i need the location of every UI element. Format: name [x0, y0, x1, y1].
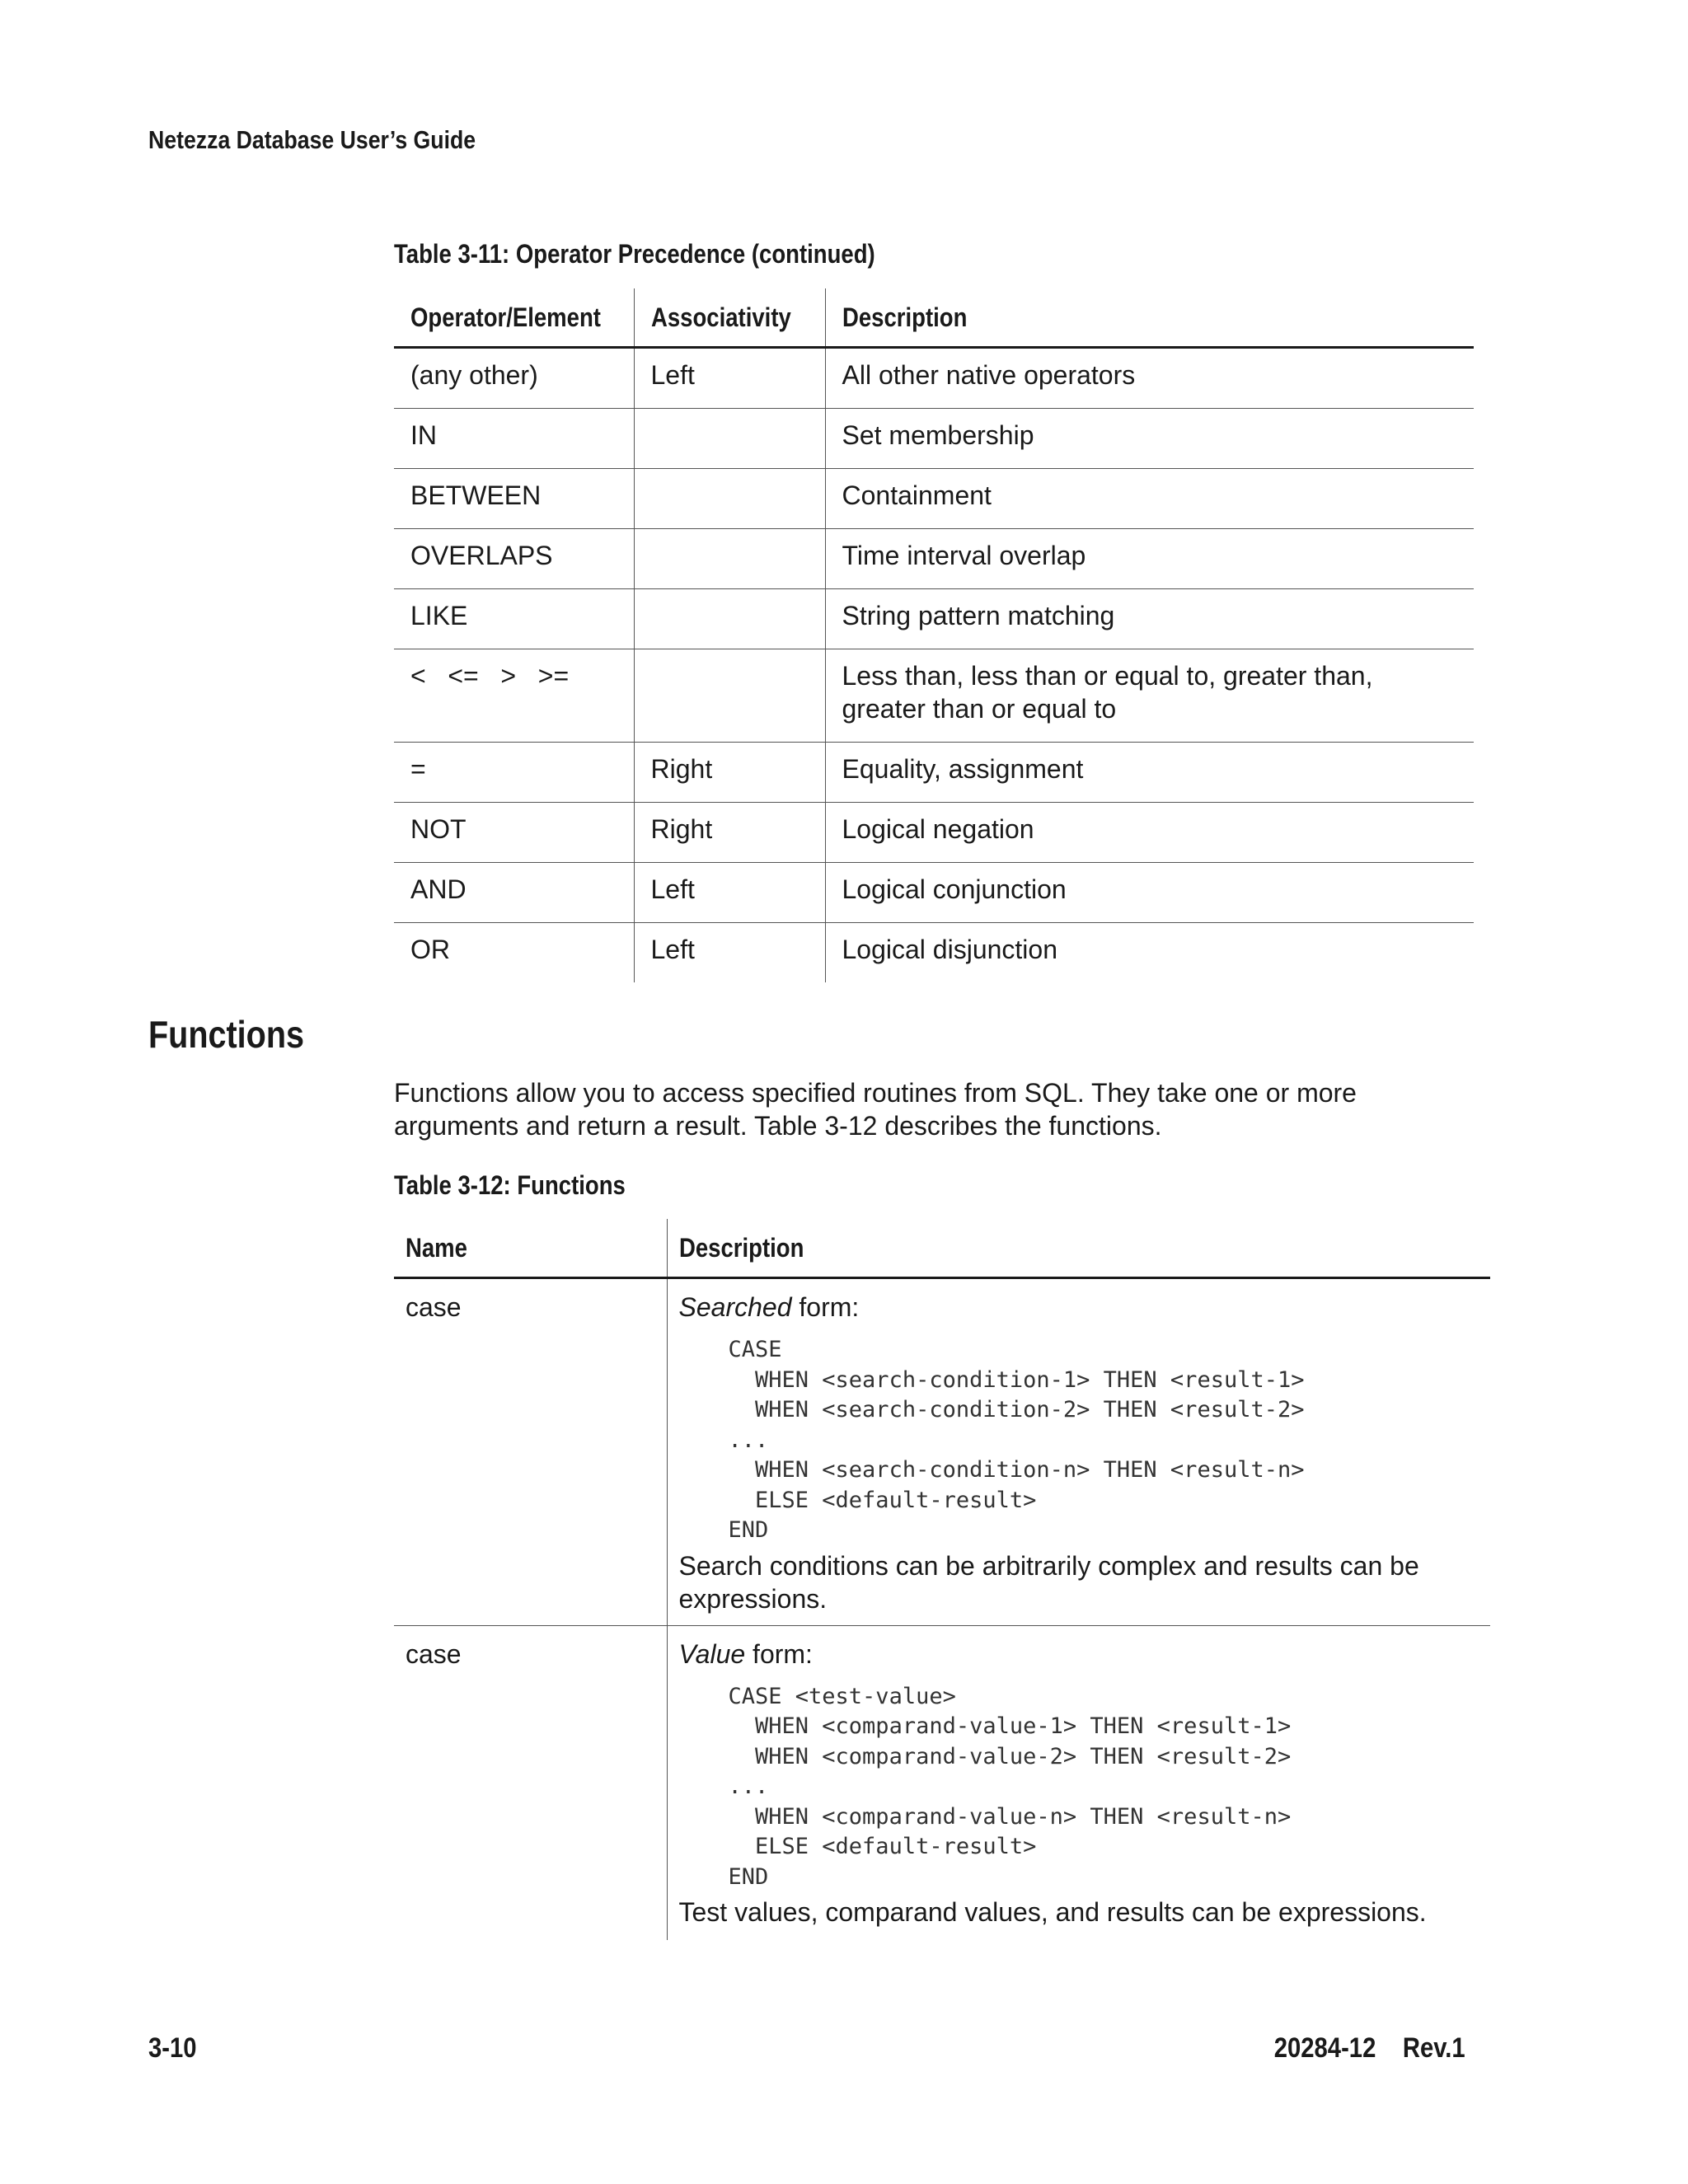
table-row	[394, 589, 1474, 649]
function-note: Search conditions can be arbitrarily complex and results can be expressions.	[678, 1550, 1419, 1614]
description-cell: Time interval overlap	[825, 529, 1474, 589]
operator-cell: IN	[394, 409, 634, 469]
description-cell: Logical conjunction	[825, 863, 1474, 923]
operator-cell: LIKE	[394, 589, 634, 649]
description-cell: Containment	[825, 469, 1474, 529]
form-label: Value form:	[678, 1638, 813, 1669]
operator-cell: OVERLAPS	[394, 529, 634, 589]
associativity-cell	[634, 589, 825, 649]
operator-cell: < <= > >=	[394, 649, 634, 743]
operator-cell: NOT	[394, 803, 634, 863]
function-description-cell	[667, 1625, 1490, 1940]
table-row	[394, 923, 1474, 983]
description-cell: Set membership	[825, 409, 1474, 469]
table-row	[394, 1625, 1490, 1940]
column-header-description: Description	[667, 1219, 1490, 1278]
column-header-associativity: Associativity	[634, 288, 825, 348]
table-row	[394, 1278, 1490, 1626]
operator-cell: OR	[410, 935, 450, 964]
operator-cell: =	[394, 743, 634, 803]
table-header-row	[394, 1219, 1490, 1278]
table-row	[394, 743, 1474, 803]
associativity-cell: Right	[634, 803, 825, 863]
table-row	[394, 409, 1474, 469]
table-row	[394, 469, 1474, 529]
operator-cell: BETWEEN	[394, 469, 634, 529]
code-block: CASE WHEN <search-condition-1> THEN <result-1> WHEN <search-condition-2> THEN <result-2> ... WHEN <search-condition-n> THEN <result-n> ELSE <default-result> END	[728, 1337, 1305, 1543]
associativity-cell: Left	[634, 863, 825, 923]
table-header-row	[394, 288, 1474, 348]
description-cell: Equality, assignment	[825, 743, 1474, 803]
description-cell: All other native operators	[825, 348, 1474, 409]
operator-cell: (any other)	[394, 348, 634, 409]
table-row	[394, 649, 1474, 743]
column-header-name: Name	[394, 1219, 667, 1278]
function-name-cell: case	[394, 1278, 667, 1626]
table-3-12-caption: Table 3-12: Functions	[394, 1170, 626, 1200]
operator-cell: AND	[394, 863, 634, 923]
functions-table	[394, 1219, 1490, 1940]
associativity-cell	[634, 529, 825, 589]
description-cell: Logical disjunction	[825, 923, 1474, 983]
function-name-cell: case	[406, 1638, 462, 1669]
associativity-cell	[634, 649, 825, 743]
column-header-description: Description	[825, 288, 1474, 348]
column-header-operator: Operator/Element	[394, 288, 634, 348]
description-cell: String pattern matching	[825, 589, 1474, 649]
form-label: Searched form:	[678, 1292, 860, 1322]
table-row	[394, 348, 1474, 409]
code-block: CASE <test-value> WHEN <comparand-value-1> THEN <result-1> WHEN <comparand-value-2> THEN <result-2> ... WHEN <comparand-value-n> THEN <result-n> ELSE <default-result> END	[728, 1683, 1292, 1890]
operator-precedence-table	[394, 288, 1474, 982]
table-3-11-caption: Table 3-11: Operator Precedence (continued)	[394, 239, 875, 269]
description-cell: Logical negation	[825, 803, 1474, 863]
table-row	[394, 863, 1474, 923]
document-number: 20284-12 Rev.1	[1274, 2032, 1465, 2064]
section-title-functions: Functions	[148, 1013, 304, 1056]
table-row	[394, 529, 1474, 589]
associativity-cell: Right	[634, 743, 825, 803]
function-note: Test values, comparand values, and results can be expressions.	[678, 1897, 1427, 1927]
associativity-cell	[634, 469, 825, 529]
associativity-cell	[634, 409, 825, 469]
running-header: Netezza Database User’s Guide	[148, 125, 476, 154]
page-number: 3-10	[148, 2032, 197, 2064]
function-description-cell	[667, 1278, 1490, 1626]
functions-intro: Functions allow you to access specified routines from SQL. They take one or more arguments and return a result. Table 3-12 describes the functions.	[394, 1078, 1357, 1141]
description-cell: Less than, less than or equal to, greater than, greater than or equal to	[825, 649, 1474, 743]
table-row	[394, 803, 1474, 863]
associativity-cell: Left	[634, 348, 825, 409]
associativity-cell: Left	[634, 923, 825, 983]
